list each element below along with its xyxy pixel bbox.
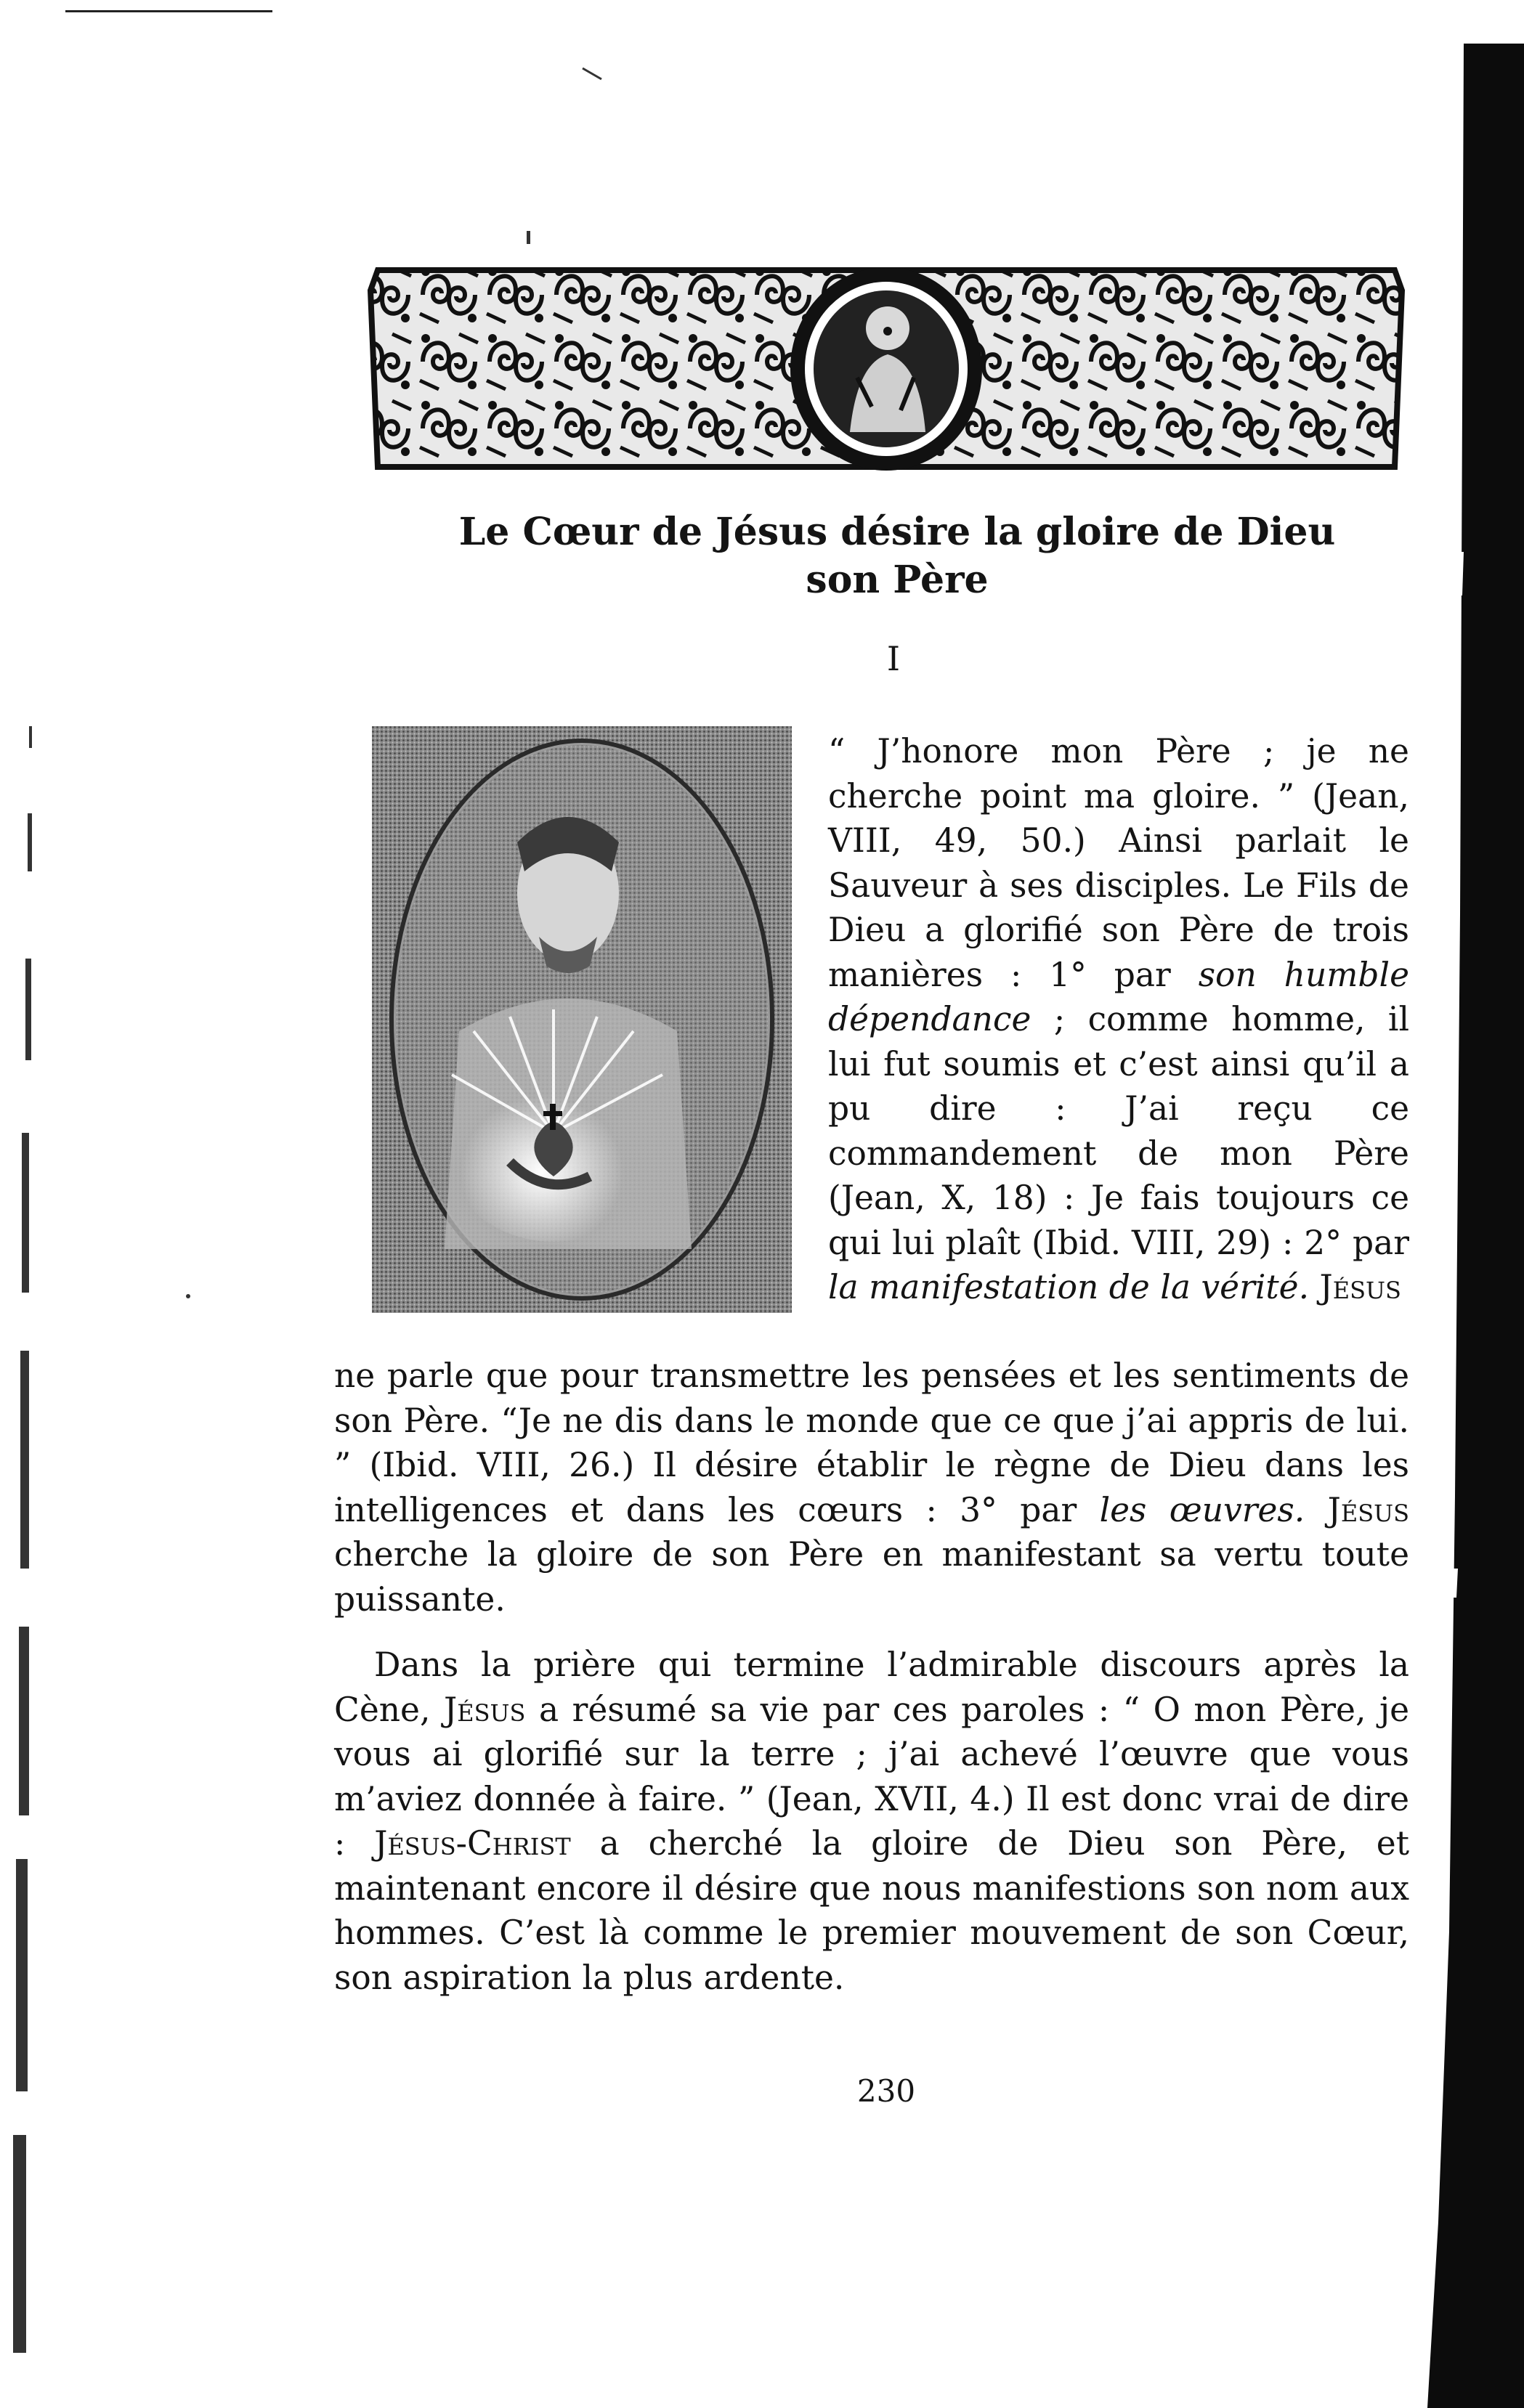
chapter-title-line-2: son Père	[806, 558, 989, 602]
chapter-title	[429, 508, 1366, 604]
scan-speck	[186, 1294, 190, 1298]
page-number: 230	[856, 2073, 916, 2109]
ornamental-headband-icon	[349, 261, 1424, 476]
top-rule	[65, 10, 272, 12]
paragraph-1-text: “ J’honore mon Père ; je ne cherche point ma gloire. ” (Jean, VIII, 49, 50.) Ainsi parlait le Sauveur à ses disciples. Le Fils de Dieu a glorifié son Père de trois manières : 1° par	[828, 732, 1409, 994]
paragraph-3-text: Dans la prière qui termine l’admirable discours après la Cène,	[334, 1646, 1409, 1729]
emphasis-les-oeuvres: les œuvres.	[1099, 1490, 1305, 1529]
sacred-heart-portrait-icon	[372, 726, 792, 1313]
section-number: I	[886, 639, 901, 678]
emphasis-humble-dependance: son humble dépendance	[828, 955, 1410, 1038]
scan-noise-left	[0, 726, 44, 2396]
binding-shadow-right	[1420, 44, 1524, 2408]
name-jesus: Jésus	[1309, 1268, 1401, 1306]
emphasis-manifestation-verite: la manifestation de la vérité.	[828, 1268, 1310, 1306]
scan-speck	[527, 231, 530, 244]
paragraph-1	[828, 729, 1409, 1310]
chapter-title-line-1: Le Cœur de Jésus désire la gloire de Dieu	[458, 510, 1336, 554]
paragraph-3-text-cont: a résumé sa vie par ces paroles : “ O mon Père, je vous ai glorifié sur la terre ; j’ai achevé l’œuvre que vous m’aviez donnée à faire. ” (Jean, XVII, 4.) Il est donc vrai de dire :	[334, 1690, 1409, 1863]
name-jesus: Jésus	[1305, 1490, 1410, 1529]
name-jesus-christ: Jésus-Christ	[374, 1824, 571, 1863]
paragraph-2	[334, 1643, 1409, 2000]
paragraph-1-text-cont: ; comme homme, il lui fut soumis et c’est ainsi qu’il a pu dire : J’ai reçu ce commandement de mon Père (Jean, X, 18) : Je fais toujours ce qui lui plaît (Ibid. VIII, 29) : 2° par	[828, 1000, 1409, 1262]
name-jesus: Jésus	[443, 1690, 526, 1729]
paragraph-2-text: ne parle que pour transmettre les pensées et les sentiments de son Père. “Je ne dis dans le monde que ce que j’ai appris de lui. ” (Ibid. VIII, 26.) Il désire établir le règne de Dieu dans les intelligences et dans les cœurs : 3° par	[334, 1356, 1409, 1529]
paragraph-2-text-cont: cherche la gloire de son Père en manifestant sa vertu toute puissante.	[334, 1535, 1409, 1619]
scan-speck	[582, 68, 601, 81]
paragraph-1-continued	[334, 1354, 1409, 1622]
paragraph-3-text-end: a cherché la gloire de Dieu son Père, et maintenant encore il désire que nous manifestions son nom aux hommes. C’est là comme le premier mouvement de son Cœur, son aspiration la plus ardente.	[334, 1824, 1409, 1997]
